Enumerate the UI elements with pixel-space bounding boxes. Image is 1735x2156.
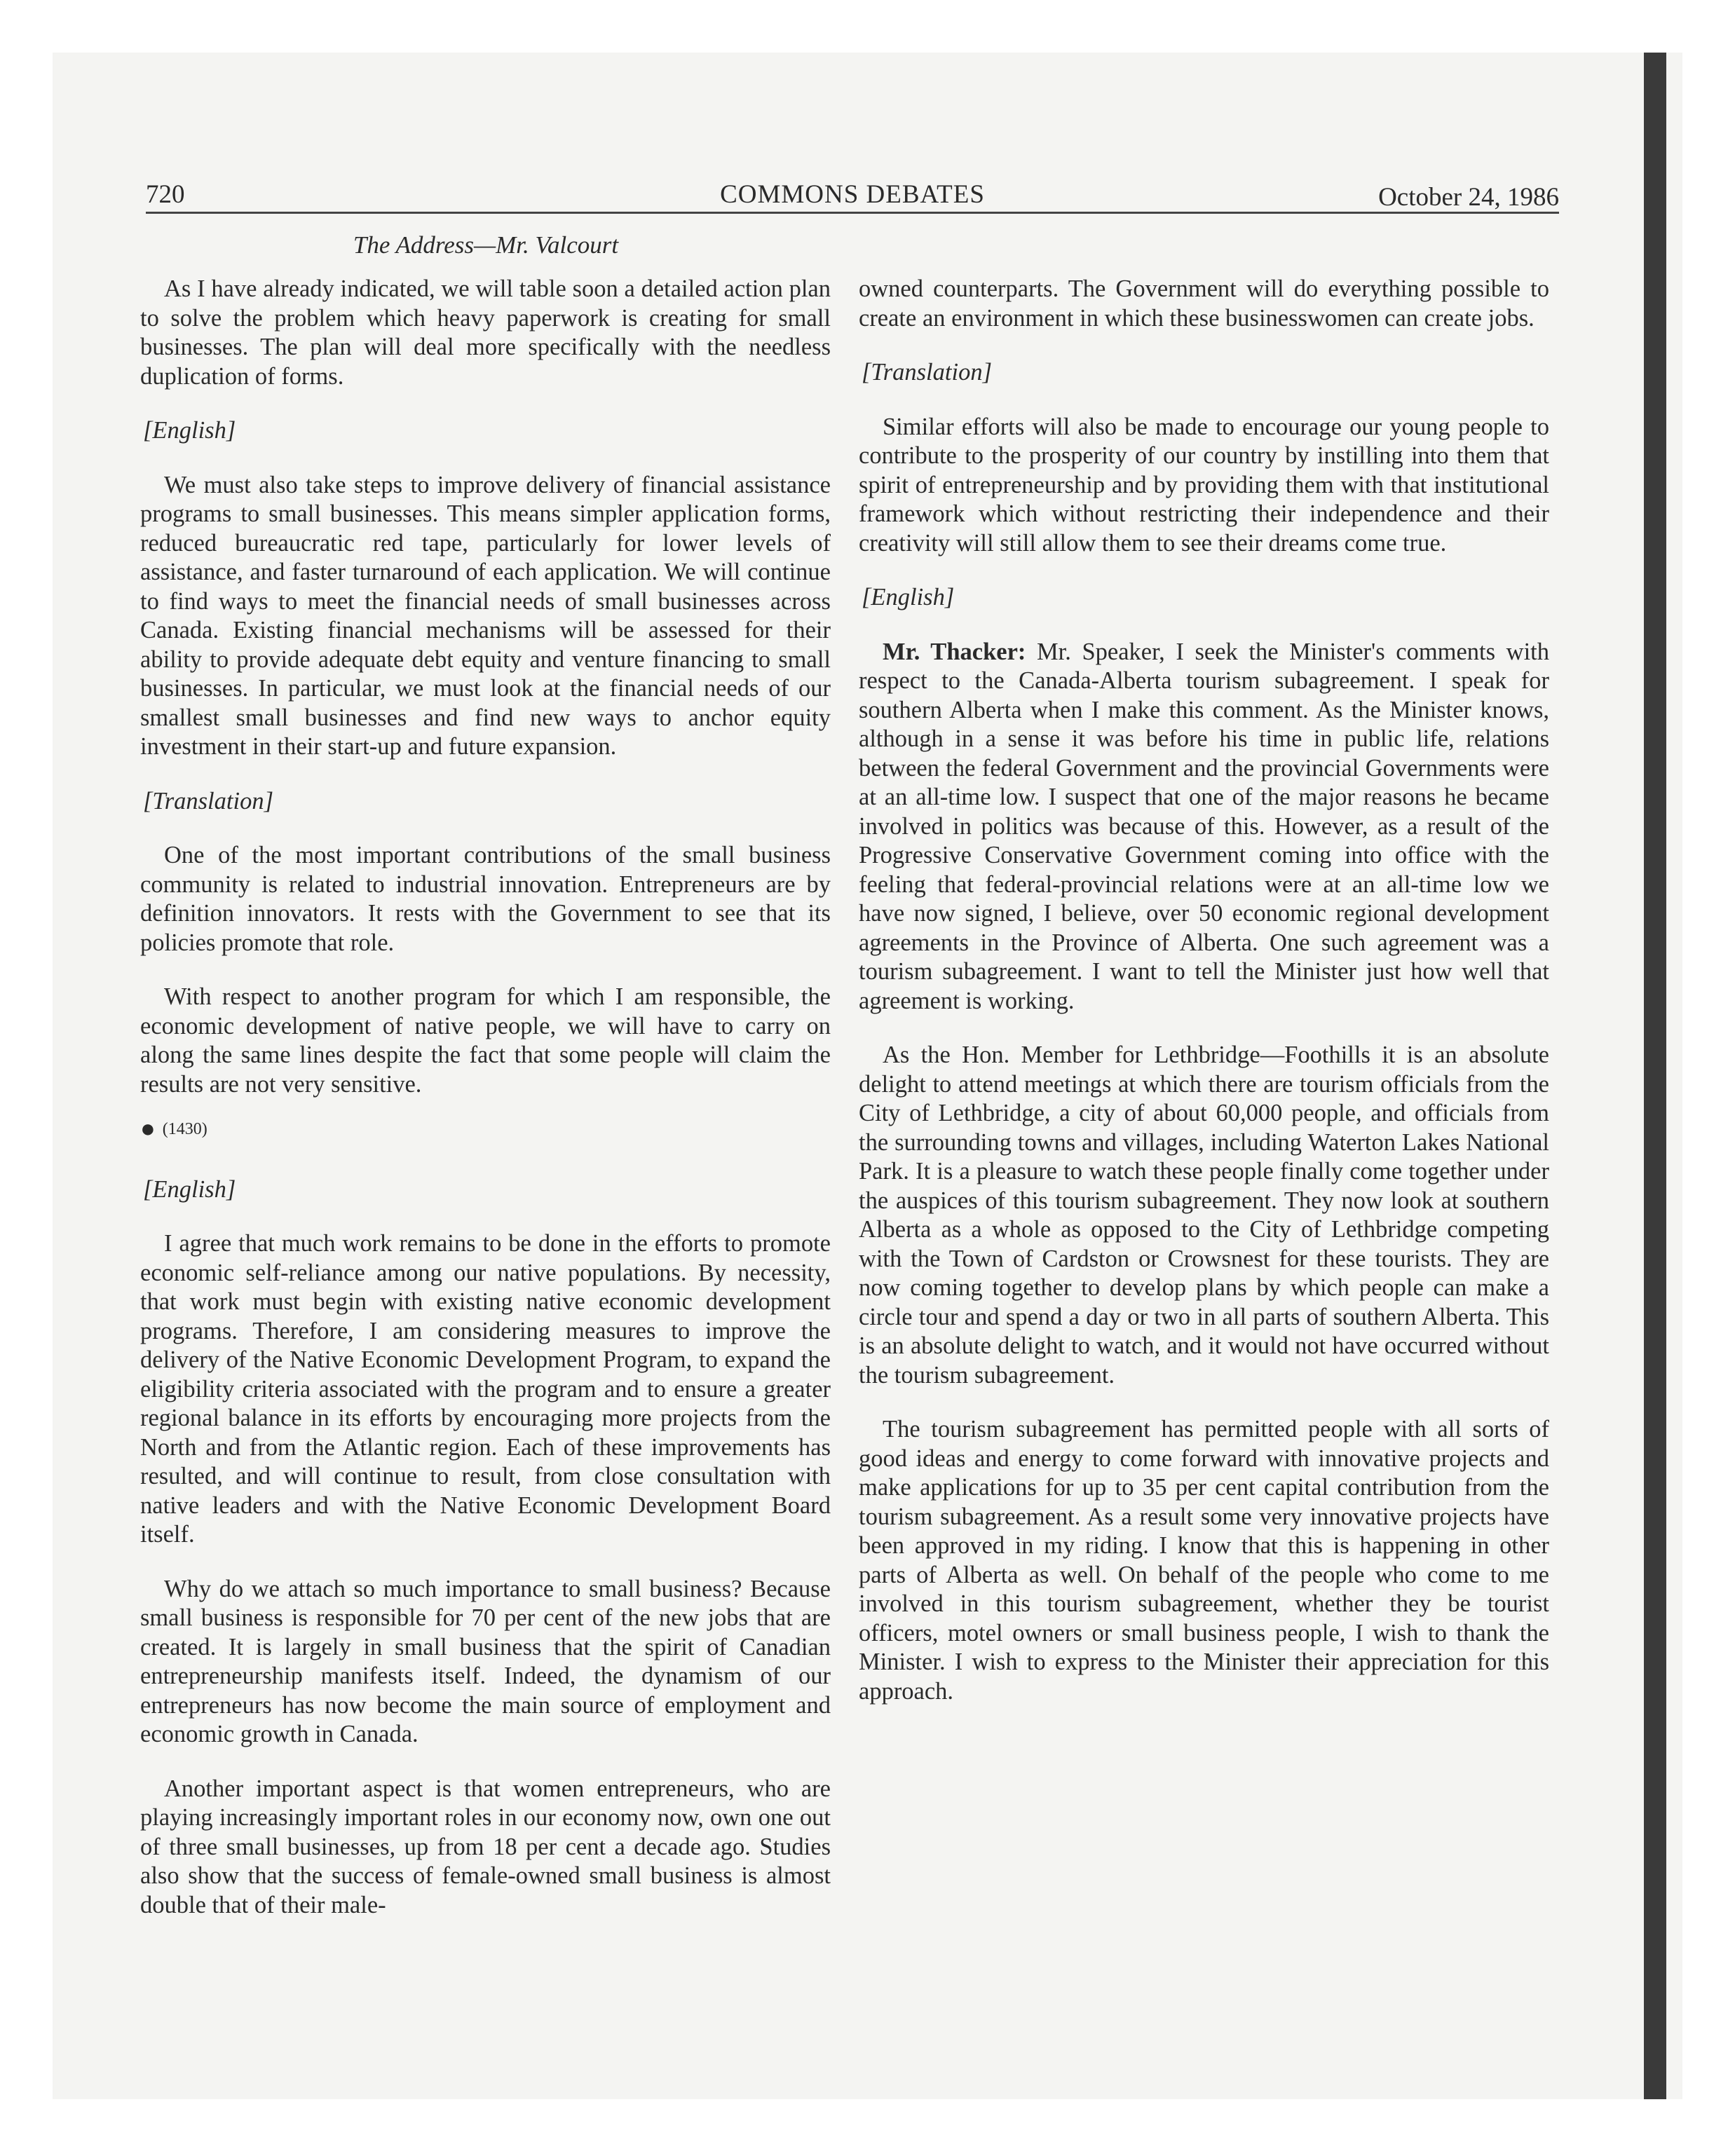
running-head: The Address—Mr. Valcourt [353, 231, 619, 259]
speech-paragraph [859, 638, 1549, 1016]
right-column [859, 275, 1549, 1731]
language-marker: [Translation] [862, 359, 992, 386]
publication-title: COMMONS DEBATES [720, 180, 985, 209]
language-marker: [English] [143, 1175, 236, 1203]
paragraph: We must also take steps to improve delivery of financial assistance programs to small businesses. This means simpler application forms, reduced bureaucratic red tape, particularly for lower levels of assistance, and faster turnaround of each application. We will continue to find ways to meet the financial needs of small businesses across Canada. Existing financial mechanisms will be assessed for their ability to provide adequate debt equity and venture financing to small businesses. In particular, we must look at the financial needs of our smallest small businesses and find new ways to anchor equity investment in their start-up and future expansion. [140, 471, 831, 760]
bullet-icon: ● [140, 1114, 156, 1142]
paragraph: Why do we attach so much importance to small business? Because small business is responsible for 70 per cent of the new jobs that are created. It is largely in small business that the spirit of Canadian entrepreneurship manifests itself. Indeed, the dynamism of our entrepreneurs has now become the main source of employment and economic growth in Canada. [140, 1575, 831, 1747]
language-marker: [English] [143, 417, 236, 444]
page-header [146, 178, 1559, 214]
paragraph: I agree that much work remains to be done in the efforts to promote economic self-reliance among our native populations. By necessity, that work must begin with existing native economic development programs. Therefore, I am considering measures to improve the delivery of the Native Economic Development Program, to expand the eligibility criteria associated with the program and to ensure a greater regional balance in its efforts by encouraging more projects from the North and from the Atlantic region. Each of these improvements has resulted, and will continue to result, from close consultation with native leaders and with the Native Economic Development Board itself. [140, 1230, 831, 1548]
paragraph: Similar efforts will also be made to encourage our young people to contribute to the prosperity of our country by instilling into them that spirit of entrepreneurship and by providing them with that institutional framework which without restricting their independence and their creativity will still allow them to see their dreams come true. [859, 413, 1549, 557]
speech-text: Mr. Speaker, I seek the Minister's comments with respect to the Canada-Alberta tourism subagreement. I speak for southern Alberta when I make this comment. As the Minister knows, although in a sense it was before his time in public life, relations between the federal Government and the provincial Governments were at an all-time low. I suspect that one of the major reasons he became involved in politics was because of this. However, as a result of the Progressive Conservative Government coming into office with the feeling that federal-provincial relations were at an all-time low we have now signed, I believe, over 50 economic regional development agreements in the Province of Alberta. One such agreement was a tourism subagreement. I want to tell the Minister just how well that agreement is working. [859, 638, 1549, 1014]
paragraph: owned counterparts. The Government will do everything possible to create an environment in which these businesswomen can create jobs. [859, 275, 1549, 332]
paragraph: Another important aspect is that women entrepreneurs, who are playing increasingly important roles in our economy now, own one out of three small businesses, up from 18 per cent a decade ago. Studies also show that the success of female-owned small business is almost double that of their male- [140, 1775, 831, 1918]
paragraph: With respect to another program for which I am responsible, the economic development of native people, we will have to carry on along the same lines despite the fact that some people will claim the results are not very sensitive. [140, 983, 831, 1098]
language-marker: [English] [862, 584, 955, 610]
paragraph: As the Hon. Member for Lethbridge—Foothills it is an absolute delight to attend meetings at which there are tourism officials from the City of Lethbridge, a city of about 60,000 people, and officials from the surrounding towns and villages, including Waterton Lakes National Park. It is a pleasure to watch these people finally come together under the auspices of this tourism subagreement. They now look at southern Alberta as a whole as opposed to the City of Lethbridge competing with the Town of Cardston or Crowsnest for these tourists. They are now coming together to develop plans by which people can make a circle tour and spend a day or two in all parts of southern Alberta. This is an absolute delight to watch, and it would not have occurred without the tourism subagreement. [859, 1042, 1549, 1389]
language-marker: [Translation] [143, 787, 273, 814]
time-marker-text: (1430) [162, 1120, 207, 1138]
time-marker [140, 1114, 831, 1145]
speaker-name: Mr. Thacker: [883, 638, 1026, 665]
publication-date: October 24, 1986 [1378, 183, 1559, 212]
paragraph: The tourism subagreement has permitted people with all sorts of good ideas and energy to come forward with innovative projects and make applications for up to 35 per cent capital contribution from the tourism subagreement. As a result some very innovative projects have been approved in my riding. I know that this is happening in other parts of Alberta as well. On behalf of the people who come to me involved in this tourism subagreement, whether they be tourist officers, motel owners or small business people, I wish to thank the Minister. I wish to express to the Minister their appreciation for this approach. [859, 1416, 1549, 1705]
scan-edge [1644, 53, 1666, 2099]
paragraph: As I have already indicated, we will table soon a detailed action plan to solve the problem which heavy paperwork is creating for small businesses. The plan will deal more specifically with the needless duplication of forms. [140, 275, 831, 390]
page-number: 720 [146, 180, 185, 209]
paragraph: One of the most important contributions of the small business community is related to industrial innovation. Entrepreneurs are by definition innovators. It rests with the Government to see that its policies promote that role. [140, 842, 831, 956]
left-column [140, 275, 831, 1945]
